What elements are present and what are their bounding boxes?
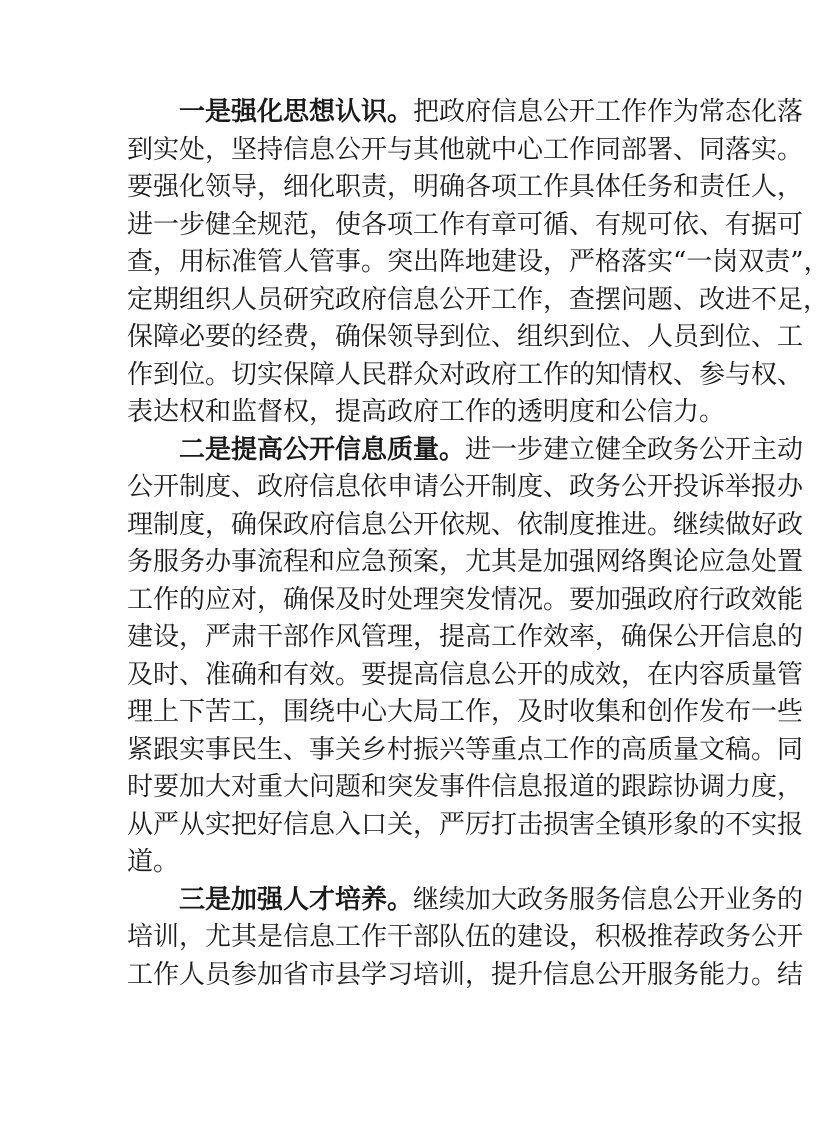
paragraph-1-lead-rest: 把政府信息公开工作作为常态化落 bbox=[413, 97, 804, 127]
paragraph-2 bbox=[127, 432, 804, 882]
document-body bbox=[127, 94, 830, 994]
paragraph-2-line-10: 时要加大对重大问题和突发事件信息报道的跟踪协调力度， bbox=[127, 772, 804, 802]
paragraph-1-line-5: 查，用标准管人管事。突出阵地建设，严格落实“一岗双责”， bbox=[127, 247, 830, 277]
paragraph-3-lead-rest: 继续加大政务服务信息公开业务的 bbox=[413, 884, 804, 915]
paragraph-1-line-3: 要强化领导，细化职责，明确各项工作具体任务和责任人， bbox=[127, 172, 804, 202]
paragraph-2-lead-rest: 进一步建立健全政务公开主动 bbox=[465, 434, 804, 465]
paragraph-2-line-5: 工作的应对，确保及时处理突发情况。要加强政府行政效能 bbox=[127, 584, 804, 615]
paragraph-2-line-3: 理制度，确保政府信息公开依规、依制度推进。继续做好政 bbox=[127, 509, 804, 540]
paragraph-3-line-1 bbox=[127, 882, 804, 920]
paragraph-1-line-2: 到实处，坚持信息公开与其他就中心工作同部署、同落实。 bbox=[127, 134, 804, 165]
paragraph-2-line-2: 公开制度、政府信息依申请公开制度、政务公开投诉举报办 bbox=[127, 472, 804, 502]
paragraph-1-lead: 一是强化思想认识。 bbox=[179, 97, 414, 127]
paragraph-3-lead: 三是加强人才培养。 bbox=[179, 884, 414, 915]
paragraph-2-line-9: 紧跟实事民生、事关乡村振兴等重点工作的高质量文稿。同 bbox=[127, 734, 804, 765]
paragraph-3-line-2: 培训，尤其是信息工作干部队伍的建设，积极推荐政务公开 bbox=[127, 922, 804, 952]
paragraph-2-line-6: 建设，严肃干部作风管理，提高工作效率，确保公开信息的 bbox=[127, 622, 804, 652]
paragraph-3-line-3: 工作人员参加省市县学习培训，提升信息公开服务能力。结 bbox=[127, 959, 804, 990]
paragraph-1-line-6: 定期组织人员研究政府信息公开工作，查摆问题、改进不足， bbox=[127, 284, 830, 315]
paragraph-1-line-7: 保障必要的经费，确保领导到位、组织到位、人员到位、工 bbox=[127, 322, 804, 352]
paragraph-1-line-9: 表达权和监督权，提高政府工作的透明度和公信力。 bbox=[127, 397, 726, 427]
paragraph-1 bbox=[127, 94, 830, 432]
paragraph-1-line-1 bbox=[127, 94, 804, 132]
paragraph-1-line-4: 进一步健全规范，使各项工作有章可循、有规可依、有据可 bbox=[127, 209, 804, 240]
paragraph-2-line-4: 务服务办事流程和应急预案，尤其是加强网络舆论应急处置 bbox=[127, 547, 804, 577]
paragraph-3 bbox=[127, 882, 804, 995]
paragraph-2-line-1 bbox=[127, 432, 804, 470]
paragraph-2-line-7: 及时、准确和有效。要提高信息公开的成效，在内容质量管 bbox=[127, 659, 804, 690]
paragraph-2-line-12: 道。 bbox=[127, 847, 180, 877]
paragraph-2-line-11: 从严从实把好信息入口关，严厉打击损害全镇形象的不实报 bbox=[127, 809, 804, 840]
paragraph-1-line-8: 作到位。切实保障人民群众对政府工作的知情权、参与权、 bbox=[127, 359, 804, 390]
paragraph-2-line-8: 理上下苦工，围绕中心大局工作，及时收集和创作发布一些 bbox=[127, 697, 804, 727]
paragraph-2-lead: 二是提高公开信息质量。 bbox=[179, 434, 466, 465]
